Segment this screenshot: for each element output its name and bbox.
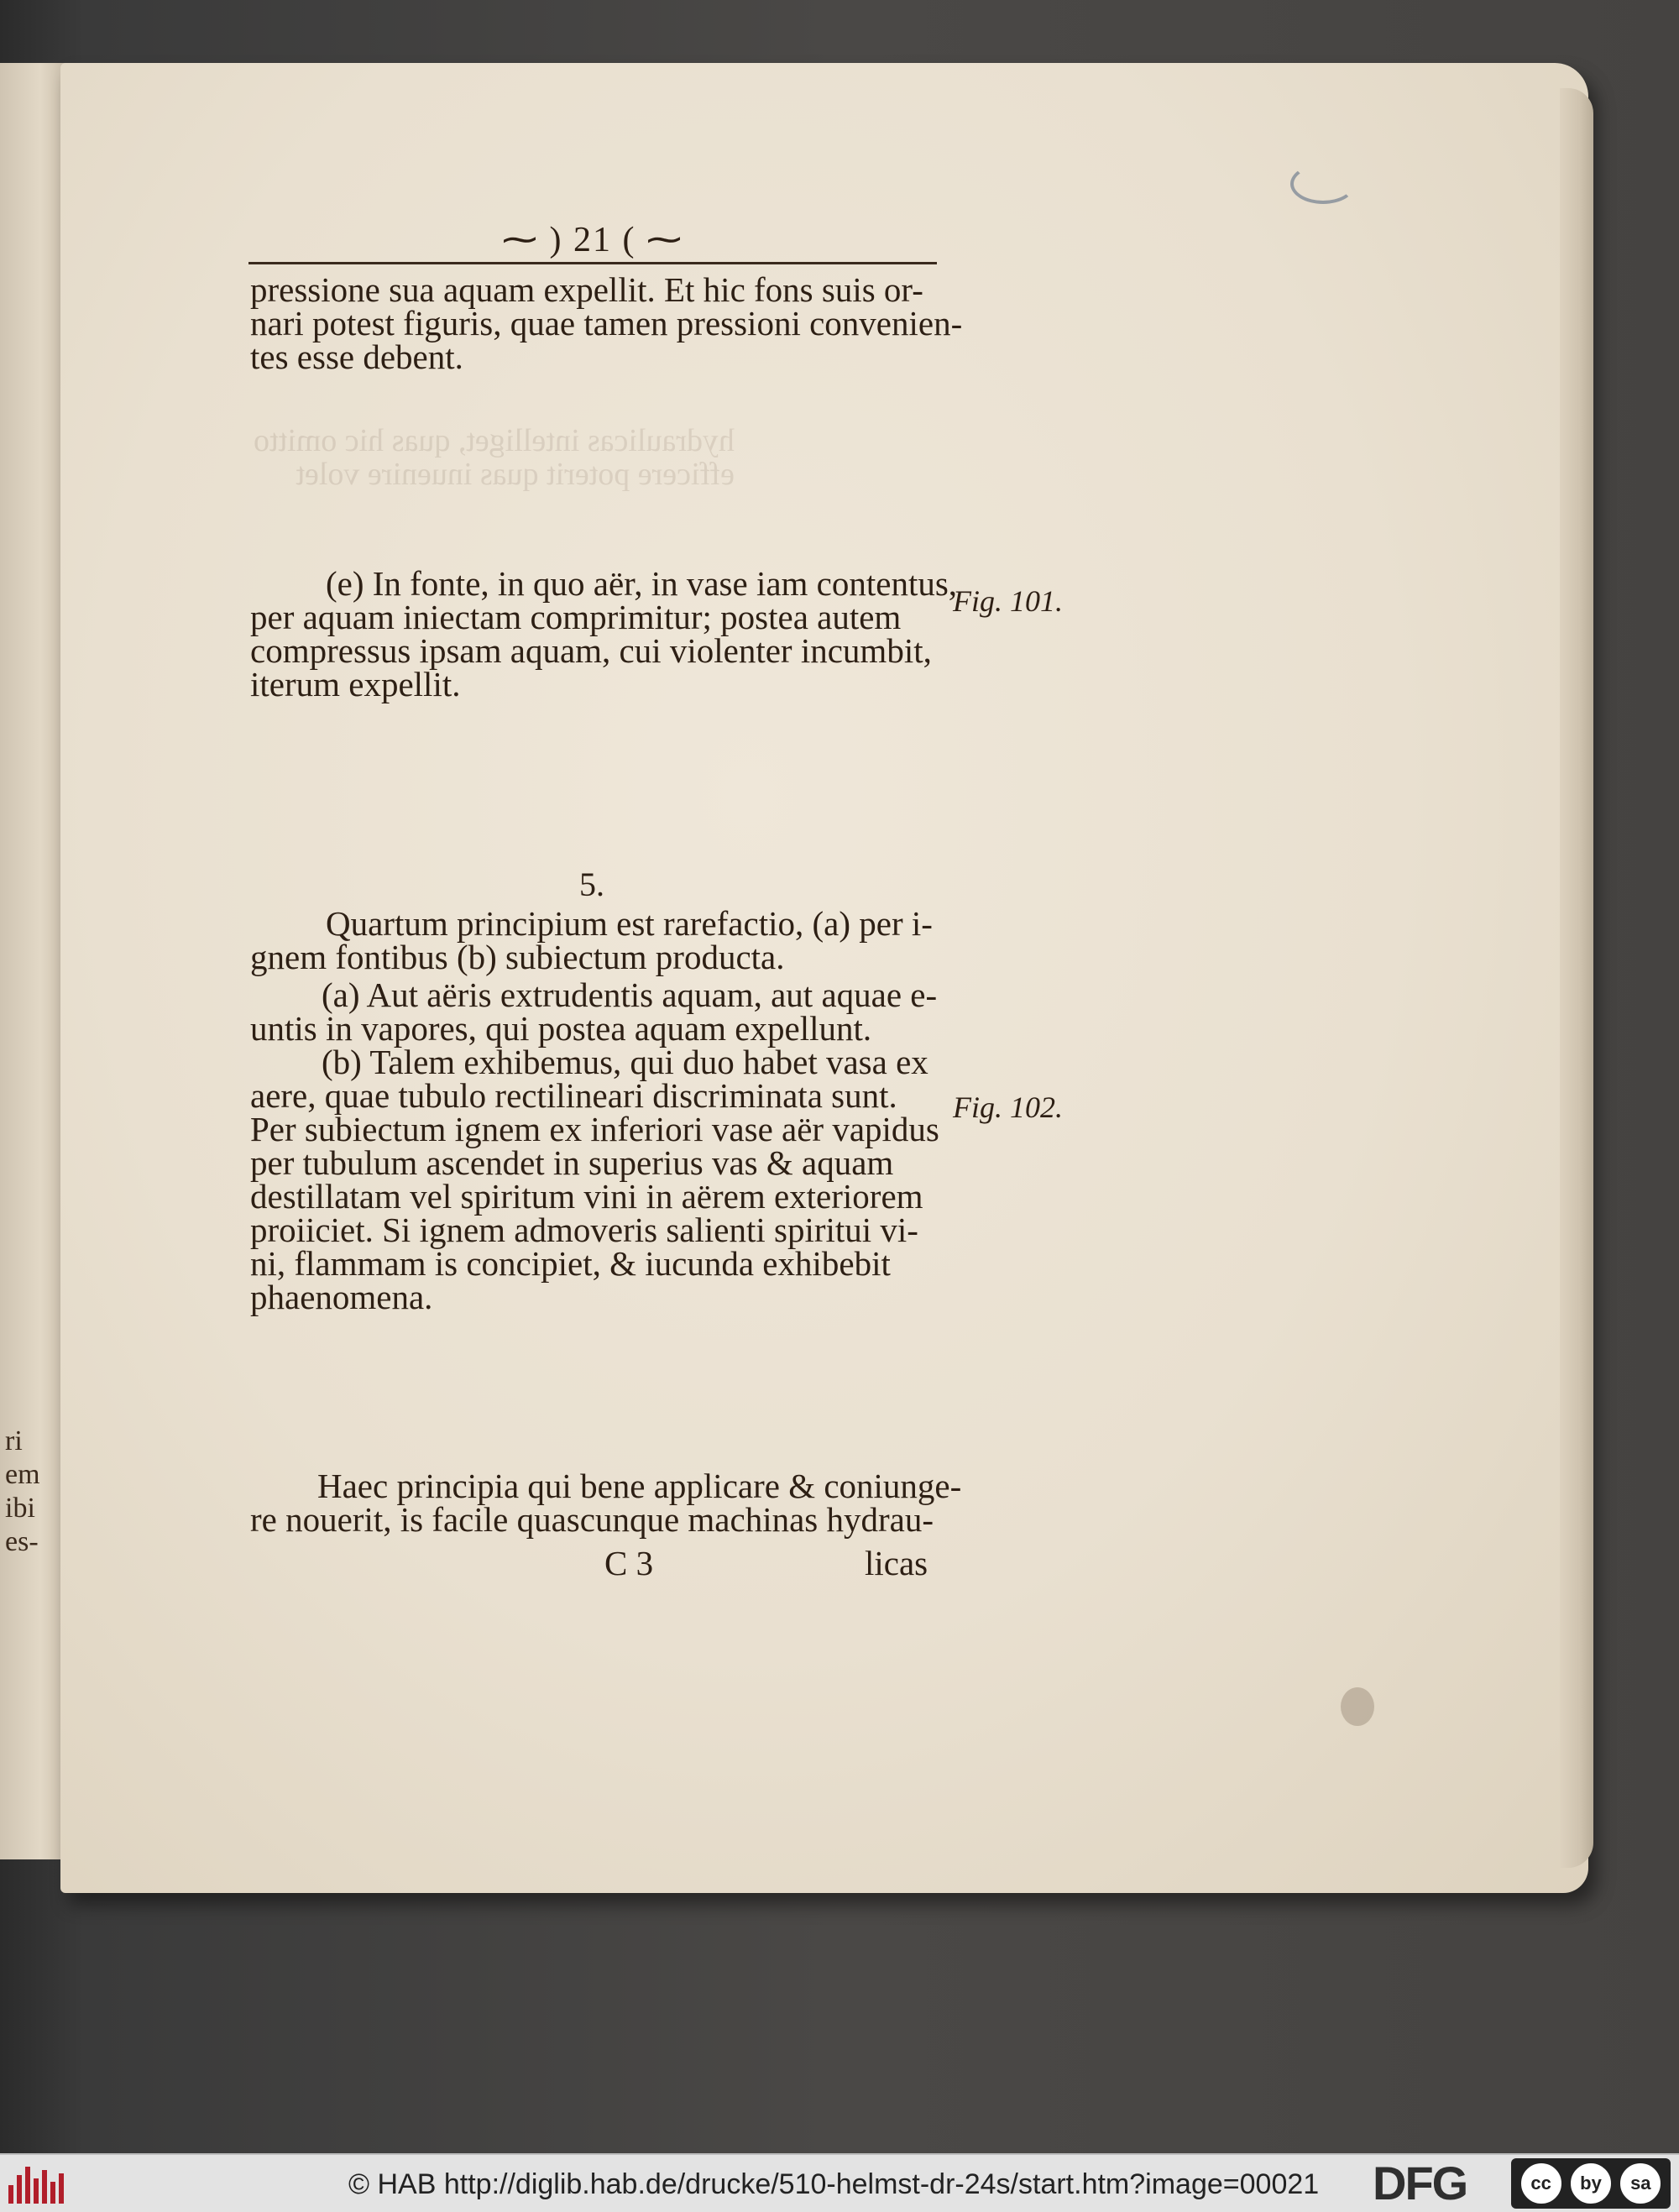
facing-page-edge	[0, 63, 70, 1859]
footer-bar	[0, 2153, 1679, 2212]
by-icon: by	[1568, 2161, 1614, 2206]
paragraph-5	[250, 1045, 972, 1314]
header-rule	[248, 262, 937, 264]
hab-logo-icon[interactable]	[8, 2163, 67, 2204]
text-line: tes esse debent.	[250, 337, 463, 376]
text-line: aere, quae tubulo rectilineari discriminata sunt.	[250, 1076, 897, 1115]
ink-mark	[1290, 164, 1356, 204]
text-line: per tubulum ascendet in superius vas & aquam	[250, 1143, 894, 1182]
catchword: licas	[865, 1544, 928, 1582]
text-line: proiiciet. Si ignem admoveris salienti spiritui vi-	[250, 1211, 918, 1249]
page-edge	[1560, 88, 1593, 1868]
left-page-fragment: ri	[5, 1425, 23, 1456]
text-line: Quartum principium est rarefactio, (a) per i-	[326, 904, 933, 943]
text-line: Haec principia qui bene applicare & coniunge-	[317, 1467, 962, 1505]
fig-ref-101: Fig. 101.	[953, 584, 1063, 618]
text-line: nari potest figuris, quae tamen pressioni convenien-	[250, 304, 963, 343]
text-line: compressus ipsam aquam, cui violenter incumbit,	[250, 631, 932, 670]
text-line: iterum expellit.	[250, 665, 461, 703]
text-line: gnem fontibus (b) subiectum producta.	[250, 938, 785, 976]
fig-ref-102: Fig. 102.	[953, 1090, 1063, 1124]
footer-credit-link[interactable]: © HAB http://diglib.hab.de/drucke/510-helmst-dr-24s/start.htm?image=00021	[348, 2168, 1320, 2200]
paragraph-2	[250, 564, 972, 703]
paragraph-3	[250, 904, 972, 976]
paragraph-6	[250, 1467, 972, 1539]
text-line: (b) Talem exhibemus, qui duo habet vasa ex	[322, 1043, 928, 1081]
paragraph-1	[250, 270, 972, 376]
cc-icon: cc	[1519, 2161, 1564, 2206]
text-line: re nouerit, is facile quascunque machinas hydrau-	[250, 1500, 934, 1539]
sa-icon: sa	[1618, 2161, 1663, 2206]
text-line: (a) Aut aëris extrudentis aquam, aut aquae e-	[322, 975, 938, 1014]
text-line: untis in vapores, qui postea aquam expellunt.	[250, 1009, 872, 1048]
left-page-fragment: em	[5, 1459, 40, 1490]
section-number: 5.	[579, 865, 604, 903]
paragraph-4	[250, 975, 972, 1048]
text-line: pressione sua aquam expellit. Et hic fons suis or-	[250, 270, 923, 309]
running-head: ⁓ ) 21 ( ⁓	[502, 221, 683, 259]
signature-mark: C 3	[604, 1544, 654, 1582]
text-line: destillatam vel spiritum vini in aërem exteriorem	[250, 1177, 923, 1216]
left-page-fragment: ibi	[5, 1493, 35, 1524]
text-line: Per subiectum ignem ex inferiori vase aër vapidus	[250, 1110, 939, 1148]
dfg-logo[interactable]: DFG	[1373, 2157, 1467, 2209]
cc-license-badge[interactable]	[1511, 2158, 1671, 2209]
text-line: per aquam iniectam comprimitur; postea autem	[250, 598, 902, 636]
stain	[1341, 1687, 1374, 1726]
text-line: phaenomena.	[250, 1278, 433, 1316]
text-line: (e) In fonte, in quo aër, in vase iam contentus,	[326, 564, 958, 603]
text-line: ni, flammam is concipiet, & iucunda exhibebit	[250, 1244, 891, 1283]
bleed-through-text: hydraulicas intelliget, quas hic omitto efficere poterit quas inuenire volet	[254, 423, 735, 492]
left-page-fragment: es-	[5, 1526, 39, 1557]
